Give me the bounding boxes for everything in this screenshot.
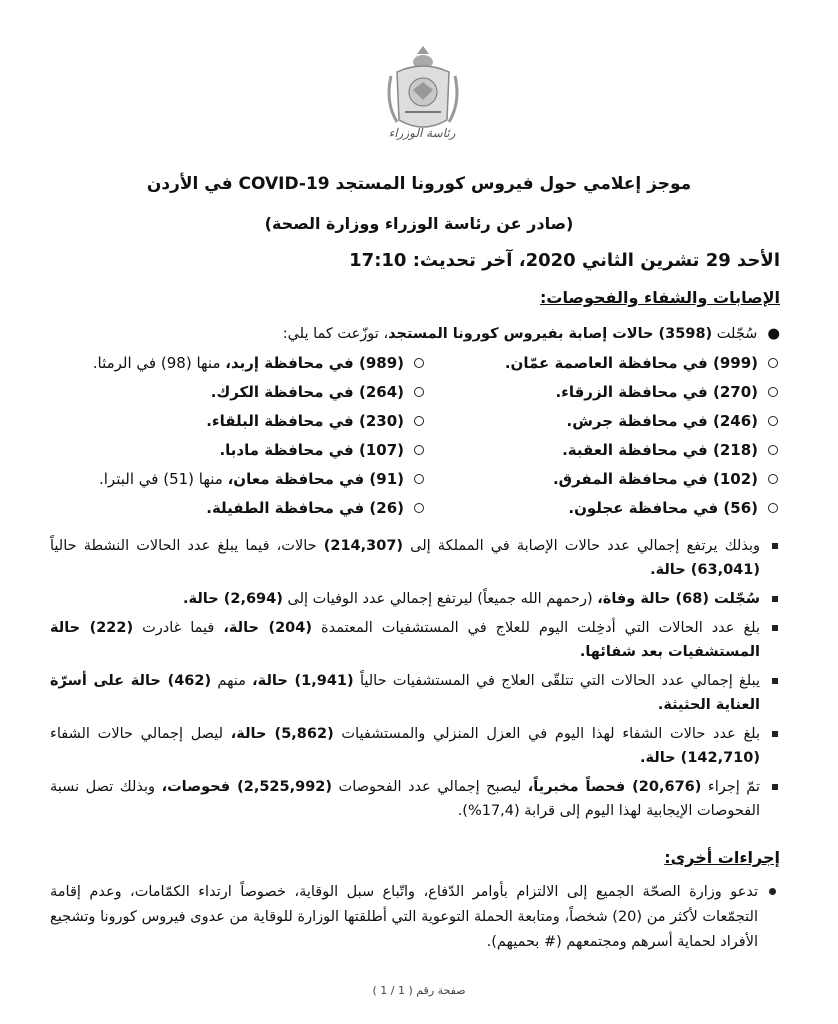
governorate-detail: منها (51) في البترا. [98,470,228,488]
governorate-item [70,381,424,403]
statistic-part: (5,862) حالة، [230,726,334,742]
governorate-item [70,352,424,374]
statistic-part: (63,041) حالة. [650,562,760,578]
cases-intro [283,326,780,342]
document-title: موجز إعلامي حول فيروس كورونا المستجد COVID-19 في الأردن [146,174,692,194]
statistic-part: (2,525,992) فحوصات، [161,779,333,795]
statistic-part: (462) حالة على أسرّة العناية الحثيثة. [50,673,760,713]
governorate-count: (230) في محافظة البلقاء. [206,412,404,430]
governorate-item [424,439,778,461]
statistic-part: (20,676) فحصاً مخبرياً، [527,779,702,795]
circle-bullet-icon [768,445,778,455]
page-number: صفحة رقم ( 1 / 1 ) [372,984,466,997]
governorate-item [424,410,778,432]
statistic-part: ليصل إجمالي حالات الشفاء [50,726,231,742]
governorate-count: (102) في محافظة المفرق. [552,470,758,488]
governorate-count: (270) في محافظة الزرقاء. [555,383,758,401]
statistic-part: (214,307) [323,538,404,554]
governorate-count: (999) في محافظة العاصمة عمّان. [504,354,758,372]
circle-bullet-icon [414,416,424,426]
statistic-part: وبذلك يرتفع إجمالي عدد حالات الإصابة في المملكة إلى [403,538,760,554]
circle-bullet-icon [768,503,778,513]
governorate-detail: منها (98) في الرمثا. [92,354,226,372]
circle-bullet-icon [768,474,778,484]
date-line: الأحد 29 تشرين الثاني 2020، آخر تحديث: 17:10 [349,250,780,271]
statistics-list [50,534,780,828]
statistic-part: منهم [211,673,253,689]
statistic-part: فيما غادرت [133,620,224,636]
circle-bullet-icon [414,387,424,397]
statistic-part: بلغ عدد حالات الشفاء لهذا اليوم في العزل المنزلي والمستشفيات [333,726,760,742]
circle-bullet-icon [414,445,424,455]
statistic-part: سُجّلت (68) حالة وفاة، [597,591,760,607]
governorate-count: (56) في محافظة عجلون. [568,499,758,517]
circle-bullet-icon [768,387,778,397]
governorate-count: (246) في محافظة جرش. [566,412,758,430]
other-measures [50,880,780,955]
governorate-item [70,468,424,490]
bullet-icon: ● [767,326,780,342]
governorate-item [70,439,424,461]
statistic-part: (222) حالة المستشفيات بعد شفائها. [50,620,760,660]
governorate-list [70,352,778,519]
circle-bullet-icon [768,416,778,426]
section-heading-other: إجراءات أخرى: [664,848,780,867]
statistic-part: (1,941) حالة، [252,673,354,689]
statistic-item [50,587,780,611]
statistic-part: وبذلك تصل نسبة الفحوصات الإيجابية لهذا اليوم إلى قرابة (17,4%). [50,779,760,819]
document-subtitle: (صادر عن رئاسة الوزراء ووزارة الصحة) [264,214,574,233]
circle-bullet-icon [414,503,424,513]
governorate-item [424,497,778,519]
circle-bullet-icon [768,358,778,368]
governorate-count: (218) في محافظة العقبة. [562,441,758,459]
cases-intro-suffix: ، توزّعت كما يلي: [282,326,389,342]
governorate-count: (26) في محافظة الطفيلة. [206,499,404,517]
governorate-count: (989) في محافظة إربد، منها (98) في الرمثا. [92,354,404,372]
governorate-count: (264) في محافظة الكرك. [210,383,404,401]
governorate-item [70,410,424,432]
statistic-part: (رحمهم الله جميعاً) ليرتفع إجمالي عدد الوفيات إلى [282,591,598,607]
circle-bullet-icon [414,474,424,484]
statistic-part: حالات، فيما يبلغ عدد الحالات النشطة حالياً [50,538,324,554]
statistic-part: ليصبح إجمالي عدد الفحوصات [332,779,528,795]
statistic-item [50,722,780,770]
governorate-item [424,381,778,403]
statistic-item [50,669,780,717]
statistic-item [50,616,780,664]
statistic-part: يبلغ إجمالي عدد الحالات التي تتلقّى العلاج في المستشفيات حالياً [353,673,760,689]
governorate-count: (91) في محافظة معان، منها (51) في البترا. [98,470,404,488]
statistic-part: (142,710) حالة. [639,750,760,766]
statistic-part: (204) حالة، [223,620,312,636]
statistic-part: تمّ إجراء [701,779,760,795]
governorate-item [70,497,424,519]
governorate-item [424,468,778,490]
statistic-item [50,534,780,582]
governorate-count: (107) في محافظة مادبا. [219,441,404,459]
statistic-item [50,775,780,823]
statistic-part: (2,694) حالة. [183,591,283,607]
circle-bullet-icon [414,358,424,368]
section-heading-cases: الإصابات والشفاء والفحوصات: [540,288,780,307]
statistic-part: بلغ عدد الحالات التي أدخِلت اليوم للعلاج في المستشفيات المعتمدة [312,620,760,636]
cases-intro-bold: (3598) حالات إصابة بفيروس كورونا المستجد [388,326,713,342]
governorate-item [424,352,778,374]
emblem-caption: رئاسة الوزراء [388,126,456,140]
cases-intro-prefix: سُجّلت [712,326,758,342]
other-measures-item: تدعو وزارة الصحّة الجميع إلى الالتزام بأوامر الدّفاع، واتّباع سبل الوقاية، خصوصاً ارتداء الكمّامات، وعدم إقامة التجمّعات لأكثر من (20) شخصاً، ومتابعة الحملة التوعوية التي أطلقتها الوزارة للوقاية من عدوى فيروس كورونا وتشجيع الأفراد لحماية أسرهم ومجتمعهم (# بحميهم). [50,880,780,955]
